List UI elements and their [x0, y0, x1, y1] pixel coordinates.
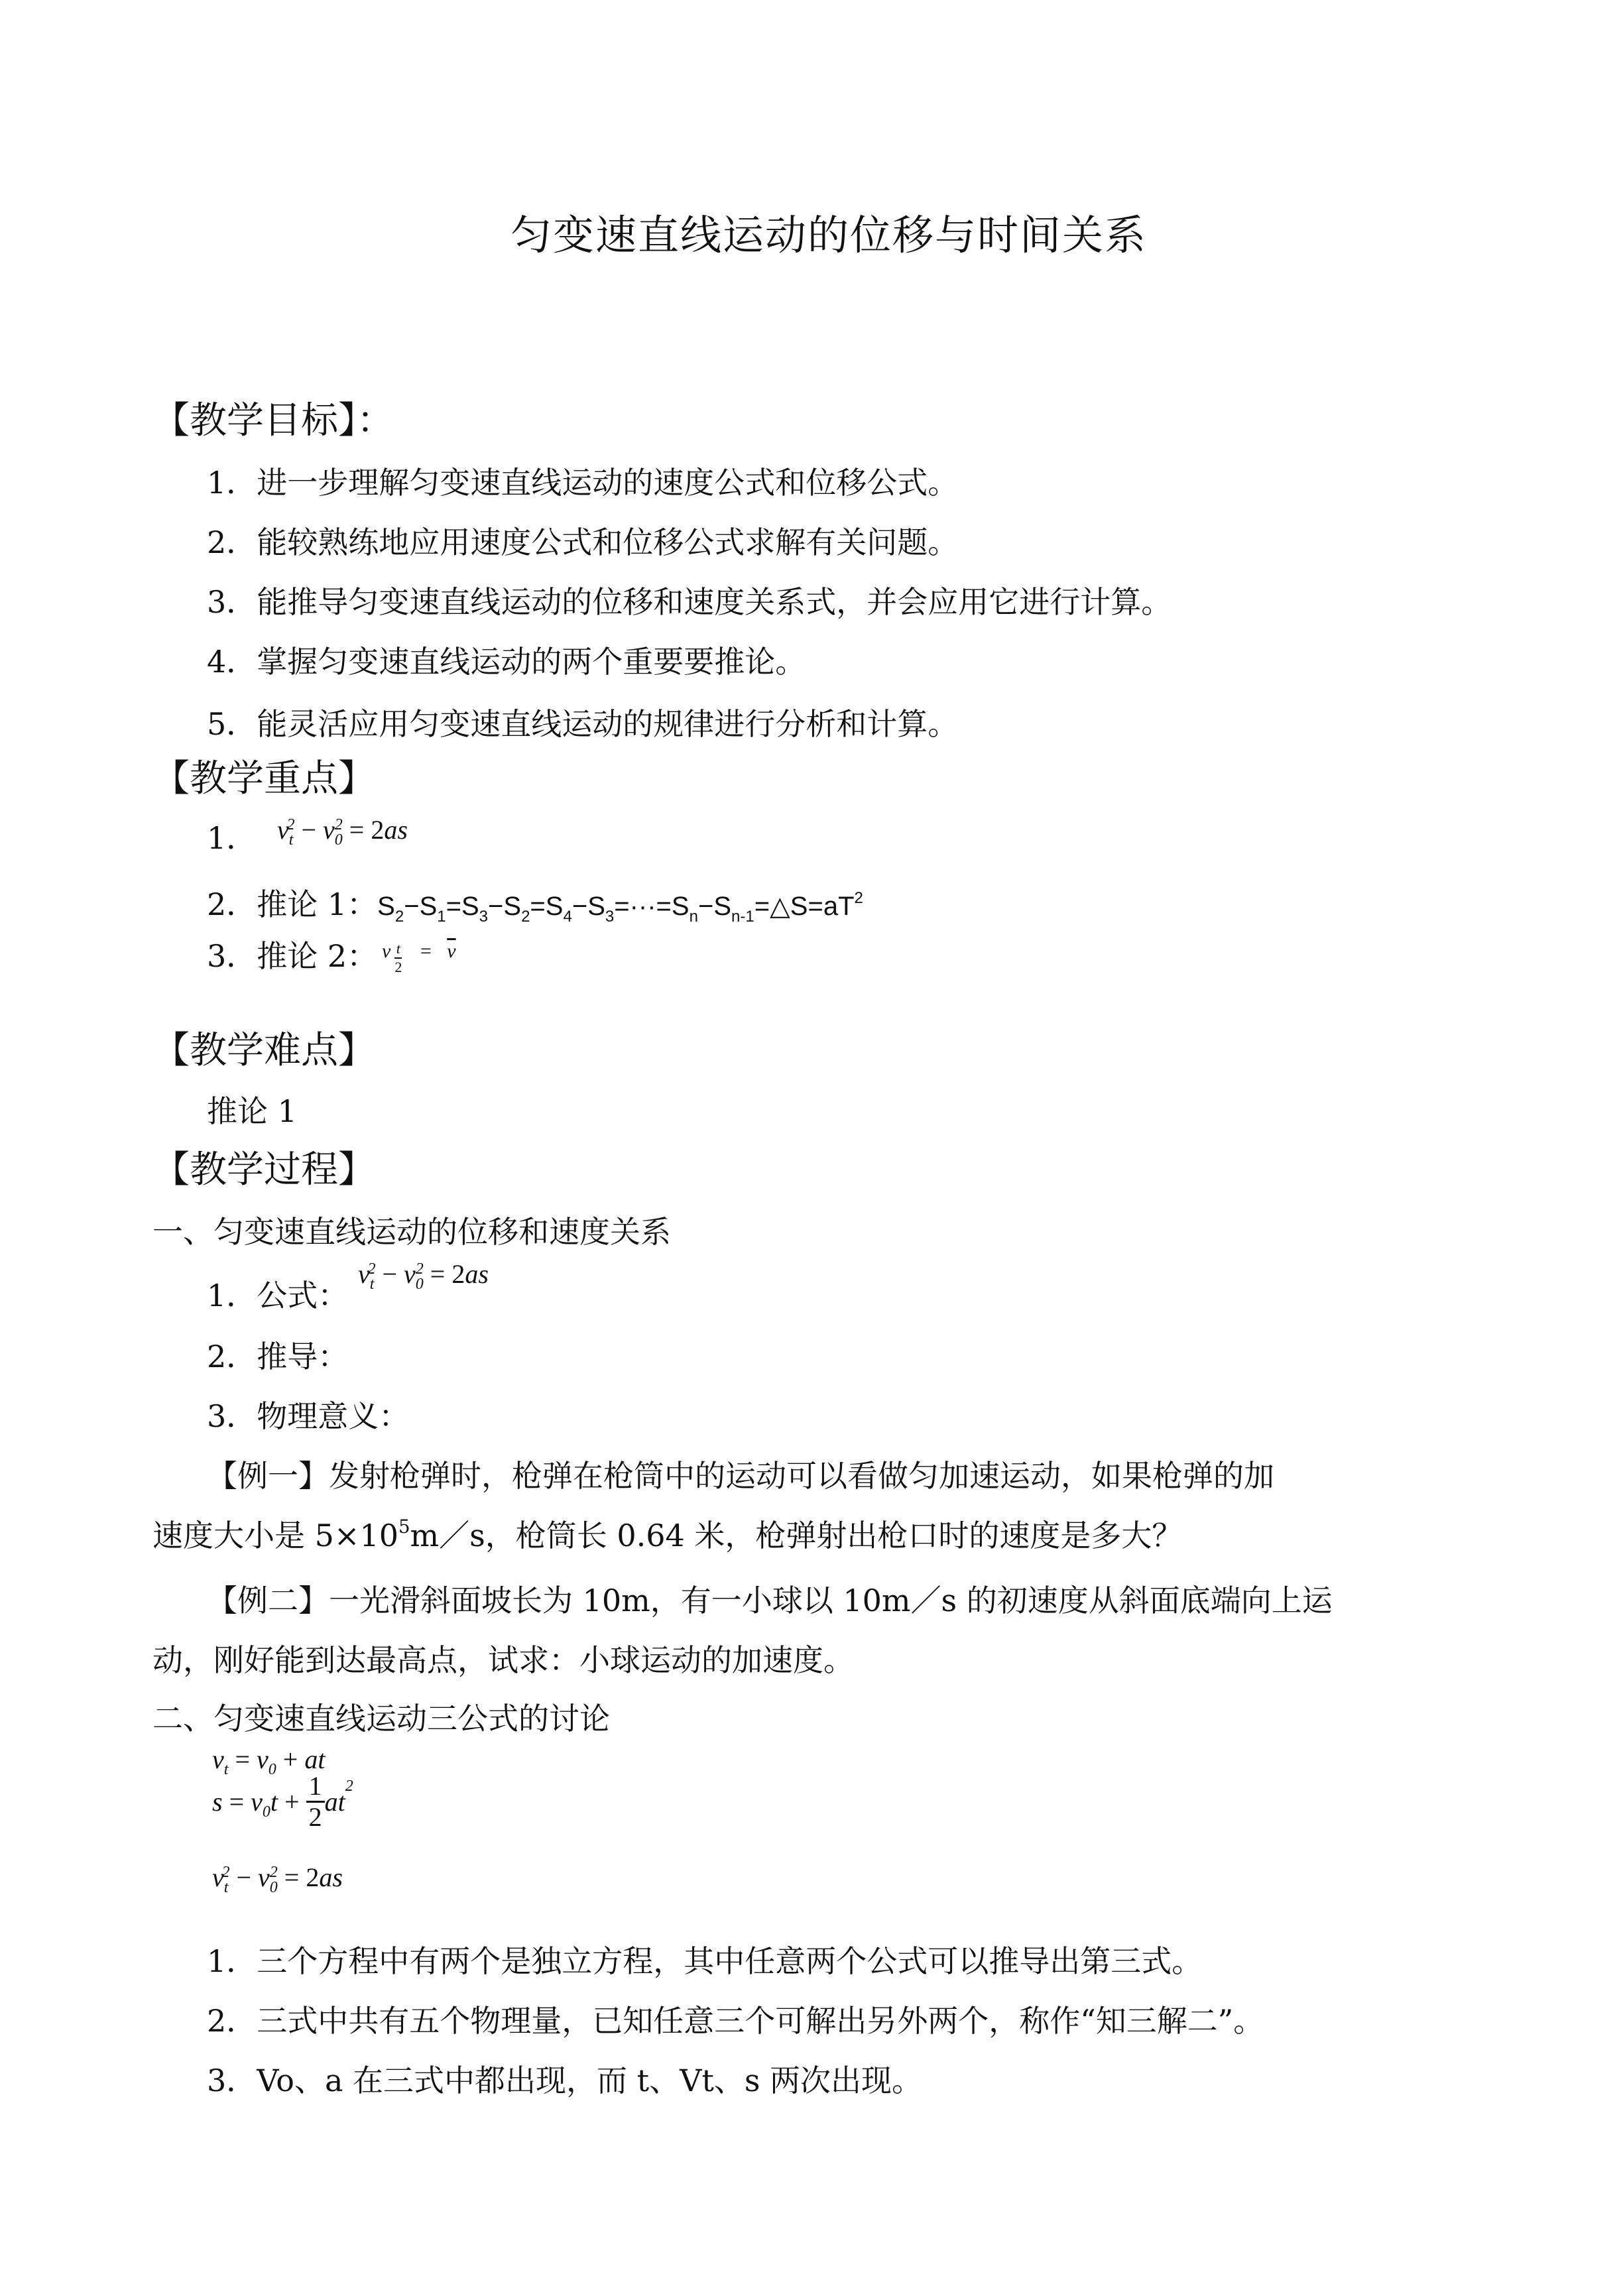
example-1-line-2 — [152, 1512, 1182, 1555]
section-2-item-2: 2．三式中共有五个物理量，已知任意三个可解出另外两个，称作“知三解二”。 — [207, 2003, 1264, 2039]
section-2-item-3: 3．Vo、a 在三式中都出现，而 t、Vt、s 两次出现。 — [207, 2063, 923, 2098]
difficulty-text: 推论 1 — [207, 1093, 297, 1129]
section-2-item-1: 1．三个方程中有两个是独立方程，其中任意两个公式可以推导出第三式。 — [207, 1943, 1203, 1979]
objective-item-2: 2．能较熟练地应用速度公式和位移公式求解有关问题。 — [207, 524, 959, 560]
process-heading: 【教学过程】 — [152, 1148, 375, 1191]
key-point-2-prefix: 2．推论 1： — [207, 886, 378, 922]
example-2-line-2: 动，刚好能到达最高点，试求：小球运动的加速度。 — [152, 1642, 854, 1678]
section-1-item-3: 3．物理意义： — [207, 1398, 410, 1434]
example-1-exponent: 5 — [398, 1516, 410, 1538]
key-points-heading: 【教学重点】 — [152, 757, 375, 800]
objective-item-3: 3．能推导匀变速直线运动的位移和速度关系式，并会应用它进行计算。 — [207, 584, 1172, 620]
formula-velocity-time: $v_t = v_0$ + at — [212, 1744, 326, 1778]
objective-item-5: 5．能灵活应用匀变速直线运动的规律进行分析和计算。 — [207, 706, 959, 742]
page-title: 匀变速直线运动的位移与时间关系 — [511, 211, 1148, 259]
section-2-title: 二、匀变速直线运动三公式的讨论 — [152, 1701, 610, 1736]
example-1-line-1: 【例一】发射枪弹时，枪弹在枪筒中的运动可以看做匀加速运动，如果枪弹的加 — [207, 1458, 1274, 1494]
example-1-text-a: 速度大小是 5×10 — [152, 1518, 398, 1553]
key-point-1-number: 1． — [207, 820, 257, 856]
formula-section-1: $v_t^2 - v_0^2 = 2as$ — [358, 1259, 489, 1293]
objectives-heading: 【教学目标】： — [152, 399, 394, 442]
section-1-title: 一、匀变速直线运动的位移和速度关系 — [152, 1214, 671, 1250]
difficulty-heading: 【教学难点】 — [152, 1029, 375, 1072]
formula-displacement-time: $s = v_0t$ + $\frac{1}{2}$ $at^2$ — [212, 1771, 353, 1832]
formula-mid-time-velocity: v $\frac{t}{2}$ = $\overline{v}$ — [382, 940, 456, 976]
formula-velocity-displacement-2: $v_t^2 - v_0^2 = 2as$ — [212, 1862, 343, 1896]
objective-item-4: 4．掌握匀变速直线运动的两个重要要推论。 — [207, 644, 806, 680]
objective-item-1: 1．进一步理解匀变速直线运动的速度公式和位移公式。 — [207, 465, 959, 501]
section-1-item-1: 1．公式： — [207, 1278, 349, 1313]
formula-velocity-displacement: $v_t^2 - v_0^2 = 2as$ — [277, 815, 408, 849]
inference-1-formula: $S_2-S_1=S_3-S_2=S_4-S_3=\cdot\cdot\cdot=S_n-S_{n-1}=\triangle S=aT^2$ — [377, 889, 863, 926]
section-1-item-2: 2．推导： — [207, 1339, 349, 1374]
example-2-line-1: 【例二】一光滑斜面坡长为 10m，有一小球以 10m／s 的初速度从斜面底端向上运 — [207, 1583, 1333, 1618]
key-point-3-prefix: 3．推论 2： — [207, 938, 378, 974]
example-1-text-b: m／s，枪筒长 0.64 米，枪弹射出枪口时的速度是多大？ — [410, 1518, 1183, 1553]
key-point-2 — [207, 880, 863, 924]
